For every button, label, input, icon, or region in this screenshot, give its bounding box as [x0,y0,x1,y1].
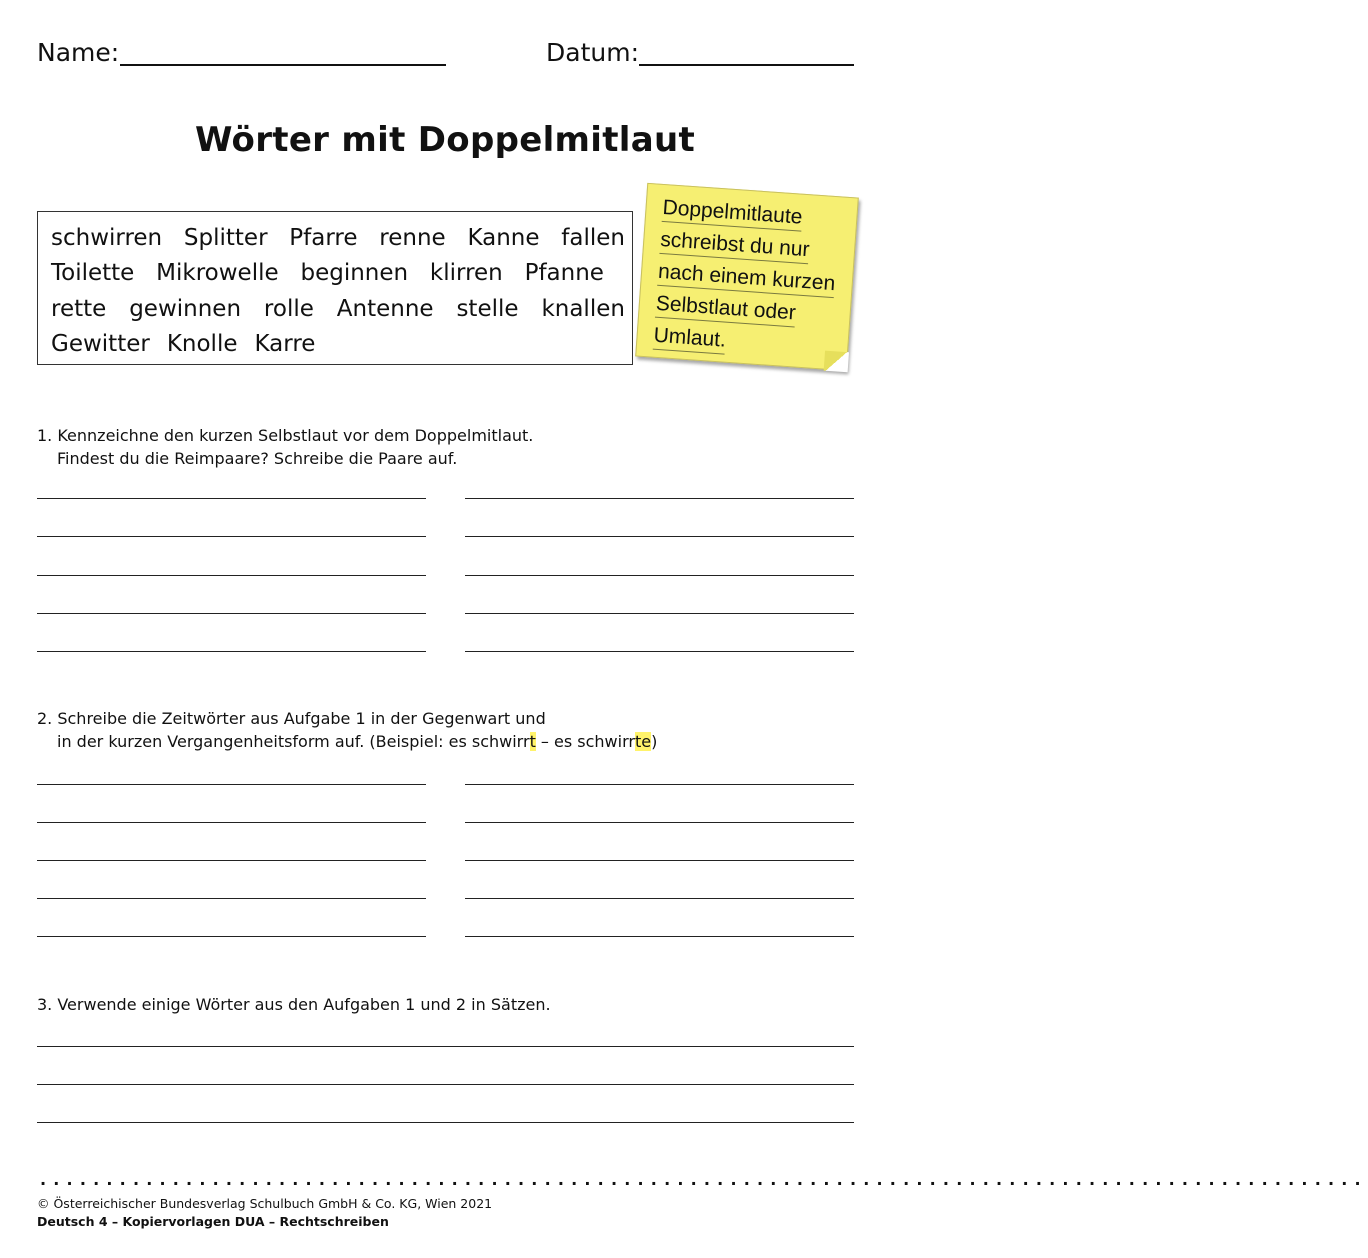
task-2-text: – es schwirr [535,732,635,751]
sticky-note [635,183,859,371]
note-line: Umlaut. [653,323,727,355]
writing-line[interactable] [37,575,426,576]
task-1-instructions [37,424,533,470]
writing-line[interactable] [37,536,426,537]
word: Toilette [51,260,135,286]
word: Antenne [336,296,434,322]
page-curl-icon [824,351,849,373]
word: rolle [263,296,314,322]
name-label: Name: [37,38,120,67]
word: rette [51,296,107,322]
writing-line[interactable] [37,1122,854,1123]
date-field-line[interactable] [639,64,854,66]
word: schwirren [51,225,163,251]
task-2-line-1: 2. Schreibe die Zeitwörter aus Aufgabe 1 in der Gegenwart und [37,709,546,728]
footer-copyright: © Österreichischer Bundesverlag Schulbuch GmbH & Co. KG, Wien 2021 [37,1196,493,1211]
word: Mikrowelle [156,260,279,286]
word: Kanne [467,225,540,251]
writing-line[interactable] [465,822,854,823]
writing-line[interactable] [37,613,426,614]
note-line: nach einem kurzen [657,259,836,298]
writing-line[interactable] [465,498,854,499]
word: Karre [254,331,316,357]
writing-line[interactable] [37,1084,854,1085]
word-line-3 [51,294,625,324]
word-box [37,211,633,365]
word: knallen [541,296,625,322]
writing-line[interactable] [465,860,854,861]
date-label: Datum: [546,38,639,67]
word: renne [379,225,446,251]
word: Gewitter [51,331,150,357]
footer-series: Deutsch 4 – Kopiervorlagen DUA – Rechtschreiben [37,1214,389,1229]
writing-line[interactable] [465,936,854,937]
word: Knolle [166,331,238,357]
writing-line[interactable] [37,498,426,499]
task-3-instructions [37,993,551,1016]
writing-line[interactable] [465,898,854,899]
task-2-instructions [37,707,657,753]
name-field-line[interactable] [120,64,446,66]
writing-line[interactable] [37,822,426,823]
task-1-line-2: Findest du die Reimpaare? Schreibe die Paare auf. [57,449,458,468]
word: Splitter [183,225,268,251]
word: Pfarre [289,225,358,251]
writing-line[interactable] [465,575,854,576]
note-line: Doppelmitlaute [662,195,804,232]
word: fallen [561,225,625,251]
task-2-text: ) [651,732,658,751]
word: gewinnen [129,296,242,322]
writing-line[interactable] [37,784,426,785]
highlight-ending: t [529,732,536,751]
note-line: Selbstlaut oder [655,291,797,328]
dotted-separator: .................................................................................................... [40,1170,1368,1189]
page-title: Wörter mit Doppelmitlaut [194,120,696,160]
word: stelle [456,296,519,322]
word-line-4 [51,329,625,359]
task-2-text: in der kurzen Vergangenheitsform auf. (Beispiel: es schwirr [57,732,530,751]
writing-line[interactable] [465,651,854,652]
writing-line[interactable] [465,784,854,785]
word-line-2 [51,258,604,288]
word-line-1 [51,223,625,253]
note-line: schreibst du nur [659,227,810,264]
word: Pfanne [524,260,604,286]
word: beginnen [300,260,409,286]
writing-line[interactable] [37,1046,854,1047]
writing-line[interactable] [465,613,854,614]
writing-line[interactable] [37,860,426,861]
writing-line[interactable] [37,898,426,899]
task-1-line-1: 1. Kennzeichne den kurzen Selbstlaut vor dem Doppelmitlaut. [37,426,534,445]
task-2-line-2 [37,730,657,753]
writing-line[interactable] [37,936,426,937]
word: klirren [429,260,503,286]
task-3-line-1: 3. Verwende einige Wörter aus den Aufgaben 1 und 2 in Sätzen. [37,995,551,1014]
writing-line[interactable] [37,651,426,652]
highlight-ending: te [634,732,652,751]
writing-line[interactable] [465,536,854,537]
